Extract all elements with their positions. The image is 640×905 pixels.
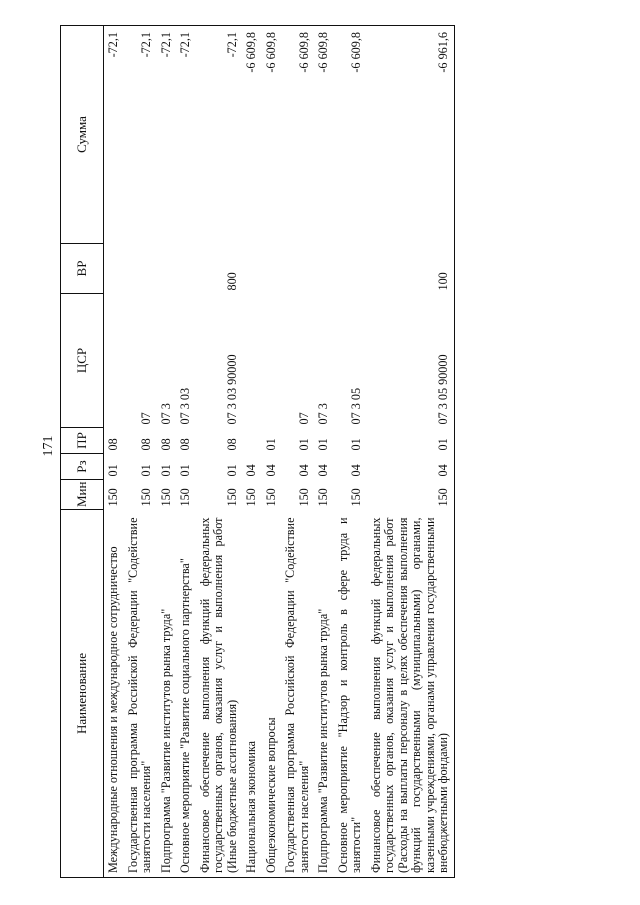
cell-rz: 01 [224,464,239,477]
cell-vr: 800 [224,272,239,291]
cell-sum: -72,1 [196,26,243,244]
cell-pr [242,428,262,454]
cell-pr: 08 [224,438,239,451]
cell-pr: 01 [296,438,311,451]
cell-pr: 01 [263,438,278,451]
table-row [196,26,243,878]
cell-sum: -72,1 [176,26,196,244]
cell-vr: 100 [367,244,455,294]
header-csr: ЦСР [61,294,104,428]
cell-csr [242,294,262,428]
cell-min: 150 [349,488,363,507]
cell-pr: 01 [367,428,455,454]
table-row [124,26,157,878]
cell-pr: 01 [349,438,363,451]
cell-name: Национальная экономика [242,510,262,878]
table-header-row [61,26,104,878]
page-number: 171 [41,435,56,457]
cell-vr [242,244,262,294]
table-row [157,26,177,878]
cell-rz: 04 [367,454,455,480]
budget-table [60,25,455,878]
cell-name: Финансовое обеспечение выполнения функций федеральных государственных органов, оказания услуг и выполнения работ (Иные бюджетные ассигнования) [196,510,243,878]
cell-min: 150 [316,488,330,507]
cell-csr: 07 3 [316,403,330,425]
cell-rz: 04 [349,464,363,477]
table-row [367,26,455,878]
cell-name: Подпрограмма "Развитие институтов рынка труда" [157,510,177,878]
cell-min: 150 [367,480,455,510]
cell-rz: 01 [106,464,120,477]
cell-vr [314,244,334,294]
cell-rz: 01 [139,464,153,477]
cell-rz: 04 [316,464,330,477]
cell-rz: 01 [178,464,192,477]
cell-sum: -72,1 [157,26,177,244]
table-row [281,26,314,878]
header-rz: Рз [61,454,104,480]
cell-sum: -72,1 [104,26,124,244]
cell-name: Подпрограмма "Развитие институтов рынка труда" [314,510,334,878]
rotated-table-container [60,26,580,878]
cell-csr: 07 3 05 90000 [367,294,455,428]
cell-rz: 04 [263,464,278,477]
cell-min: 150 [296,488,311,507]
cell-csr [104,294,124,428]
cell-pr: 08 [178,438,192,451]
cell-sum: -72,1 [124,26,157,244]
table-row [176,26,196,878]
cell-vr [262,244,282,294]
table-row [262,26,282,878]
cell-pr: 08 [139,438,153,451]
cell-csr: 07 [139,412,153,425]
cell-csr: 07 3 03 [178,387,192,425]
header-pr: ПР [61,428,104,454]
cell-name: Общеэкономические вопросы [262,510,282,878]
cell-csr: 07 3 [158,403,173,425]
table-row [104,26,124,878]
cell-min: 150 [178,488,192,507]
cell-name: Основное мероприятие "Развитие социального партнерства" [176,510,196,878]
cell-name: Международные отношения и международное сотрудничество [104,510,124,878]
cell-name: Государственная программа Российской Федерации "Содействие занятости населения" [281,510,314,878]
cell-sum: -6 609,8 [262,26,282,244]
cell-sum: -6 609,8 [242,26,262,244]
cell-name: Основное мероприятие "Надзор и контроль в сфере труда и занятости" [334,510,367,878]
cell-sum: -6 961,6 [367,26,455,244]
cell-sum: -6 609,8 [281,26,314,244]
cell-min: 150 [224,488,239,507]
header-min: Мин [61,480,104,510]
cell-vr [334,244,367,294]
cell-rz: 01 [158,464,173,477]
cell-rz: 04 [244,464,258,477]
table-row [334,26,367,878]
cell-csr [262,294,282,428]
header-sum: Сумма [61,26,104,244]
cell-rz: 04 [296,464,311,477]
cell-pr: 01 [316,438,330,451]
table-row [314,26,334,878]
header-name: Наименование [61,510,104,878]
table-body [104,26,455,878]
cell-csr: 07 [296,412,311,425]
cell-vr [176,244,196,294]
cell-pr: 08 [158,438,173,451]
cell-vr [281,244,314,294]
cell-vr [124,244,157,294]
cell-pr: 08 [106,438,120,451]
cell-vr [157,244,177,294]
cell-name: Финансовое обеспечение выполнения функций федеральных государственных органов, оказания услуг и выполнения работ (Расходы на выплаты персоналу в целях обеспечения выполнения функций государственными (муниципальными) органами, казенными учреждениями, органами управления государственными внебюджетными фондами) [367,510,455,878]
cell-csr: 07 3 05 [349,387,363,425]
cell-csr: 07 3 03 90000 [224,354,239,425]
cell-min: 150 [106,488,120,507]
cell-vr [104,244,124,294]
cell-sum: -6 609,8 [314,26,334,244]
cell-sum: -6 609,8 [334,26,367,244]
cell-min: 150 [139,488,153,507]
table-row [242,26,262,878]
header-vr: ВР [61,244,104,294]
cell-min: 150 [244,488,258,507]
cell-name: Государственная программа Российской Федерации "Содействие занятости населения" [124,510,157,878]
cell-min: 150 [158,488,173,507]
cell-min: 150 [263,488,278,507]
